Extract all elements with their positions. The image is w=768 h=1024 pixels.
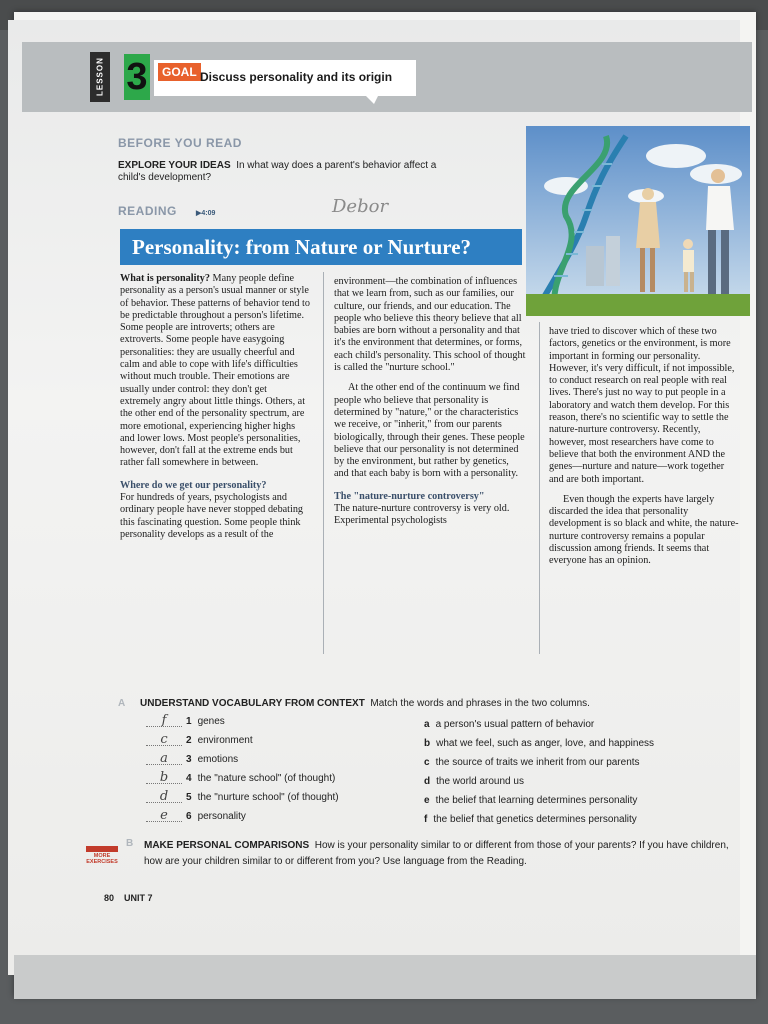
item-number: 3 bbox=[186, 754, 192, 765]
item-number: 5 bbox=[186, 792, 192, 803]
vocab-term: the "nurture school" (of thought) bbox=[197, 792, 339, 803]
column-divider bbox=[539, 322, 540, 654]
definition-item bbox=[424, 738, 654, 749]
vocab-item bbox=[146, 789, 339, 804]
explore-label: EXPLORE YOUR IDEAS bbox=[118, 160, 231, 171]
answer-blank[interactable]: a bbox=[146, 754, 182, 765]
article-title: Personality: from Nature or Nurture? bbox=[120, 229, 522, 265]
audio-track-label[interactable]: ▶4:09 bbox=[196, 210, 216, 217]
unit-label: UNIT 7 bbox=[124, 893, 153, 903]
paragraph-6: have tried to discover which of these two factors, genetics or the environment, is more important in forming our personality. However, it's very difficult, if not impossible, to conduct research on real people with real lives. There's just no way to put people in a laboratory and watch them develop. For this reason, there's no scientific way to settle the nature-nurture controversy. Recently, however, most researchers have come to believe that both the environment AND the genes—nurture and nature—work together and are both important. bbox=[549, 326, 735, 485]
speech-bubble-tail bbox=[366, 96, 378, 104]
vocab-item bbox=[146, 770, 336, 785]
item-number: 1 bbox=[186, 716, 192, 727]
subheading-nature-nurture: The "nature-nurture controversy" bbox=[334, 490, 485, 502]
more-exercises-icon bbox=[86, 846, 118, 852]
exercise-b-label: MAKE PERSONAL COMPARISONS bbox=[144, 840, 310, 851]
definition-item bbox=[424, 814, 637, 825]
definition-text: the belief that learning determines personality bbox=[435, 795, 638, 806]
exercise-a-header bbox=[118, 698, 718, 709]
before-you-read-heading: BEFORE YOU READ bbox=[118, 136, 242, 150]
family-dna-photo bbox=[526, 126, 750, 316]
lesson-number: 3 bbox=[124, 54, 150, 100]
definition-item bbox=[424, 776, 524, 787]
item-number: 6 bbox=[186, 811, 192, 822]
definition-item bbox=[424, 719, 594, 730]
exercise-b-letter: B bbox=[126, 838, 134, 849]
explore-question: In what way does a parent's behavior affect a child's development? bbox=[118, 160, 437, 183]
article-column-2 bbox=[334, 276, 526, 528]
lesson-tab: LESSON bbox=[90, 52, 110, 102]
answer-blank[interactable]: c bbox=[146, 735, 182, 746]
item-number: 2 bbox=[186, 735, 192, 746]
answer-blank[interactable]: f bbox=[146, 716, 182, 727]
article-column-1 bbox=[120, 273, 310, 541]
page-footer bbox=[104, 893, 153, 903]
paragraph-2: For hundreds of years, psychologists and ordinary people have never stopped debating this fascinating question. Some people think personality develops as a result of the bbox=[120, 492, 304, 540]
vocab-item bbox=[146, 732, 253, 747]
handwritten-note: Debor bbox=[332, 196, 389, 217]
paragraph-5: The nature-nurture controversy is very old. Experimental psychologists bbox=[334, 503, 510, 527]
definition-letter: a bbox=[424, 719, 430, 730]
vocab-term: the "nature school" (of thought) bbox=[197, 773, 336, 784]
more-exercises-label: MORE EXERCISES bbox=[86, 853, 118, 865]
answer-blank[interactable]: d bbox=[146, 792, 182, 803]
paragraph-3: environment—the combination of influences that we learn from, such as our families, our culture, our friends, and our education. The people who believe this theory believe that all babies are born without a personality and that it's the environment that determines, or forms, each child's personality. This school of thought is called the "nurture school." bbox=[334, 276, 526, 374]
vocab-item bbox=[146, 713, 225, 728]
subheading-where-personality: Where do we get our personality? bbox=[120, 479, 267, 491]
vocab-item bbox=[146, 751, 239, 766]
article-column-3 bbox=[549, 326, 739, 568]
definition-text: the world around us bbox=[436, 776, 524, 787]
exercise-a-letter: A bbox=[118, 698, 126, 709]
vocab-term: environment bbox=[197, 735, 253, 746]
paragraph-4: At the other end of the continuum we find people who believe that personality is determined by "nature," or the characteristics we receive, or "inherit," from our parents biologically, through their genes. These people believe that our personality is not determined by the environment, but rather by genetics, and that each baby is born with a personality. bbox=[334, 382, 525, 480]
column-divider bbox=[323, 272, 324, 654]
definition-letter: d bbox=[424, 776, 431, 787]
answer-blank[interactable]: b bbox=[146, 773, 182, 784]
definition-text: the source of traits we inherit from our parents bbox=[435, 757, 640, 768]
para-lead-what-is-personality: What is personality? bbox=[120, 273, 210, 284]
definition-letter: e bbox=[424, 795, 430, 806]
exercise-a-instruction: Match the words and phrases in the two columns. bbox=[370, 698, 590, 709]
vocab-term: emotions bbox=[197, 754, 239, 765]
vocab-term: personality bbox=[197, 811, 246, 822]
definition-text: what we feel, such as anger, love, and happiness bbox=[436, 738, 655, 749]
definition-letter: b bbox=[424, 738, 431, 749]
exercise-b-text: How is your personality similar to or different from those of your parents? If you have children, how are your children similar to or different from you? Use language from the Reading. bbox=[144, 840, 729, 867]
paragraph-7: Even though the experts have largely discarded the idea that personality development is so black and white, the nature-nurture controversy remains a popular discussion among friends. It seems that everyone has an opinion. bbox=[549, 493, 739, 567]
page-bottom-edge bbox=[14, 955, 756, 999]
answer-blank[interactable]: e bbox=[146, 811, 182, 822]
paragraph-1: Many people define personality as a person's usual manner or style of behavior. These patterns of behavior tend to be predictable throughout a person's lifetime. Some people are introverts; others are extroverts. Some people have easygoing personalities: they are usually cheerful and calm and able to cope with life's difficulties without much trouble. Their emotions are usually under control: they don't get extremely angry about little things. Others, at the other end of the personality spectrum, are more emotional, experiencing higher highs and lower lows. Most people's personalities, however, don't fall at the extreme ends but rather fall somewhere in between. bbox=[120, 273, 310, 469]
exercise-b bbox=[144, 838, 734, 870]
vocab-item bbox=[146, 808, 246, 823]
goal-text: Discuss personality and its origin bbox=[200, 70, 393, 84]
exercise-a-label: UNDERSTAND VOCABULARY FROM CONTEXT bbox=[140, 698, 365, 709]
vocab-term: genes bbox=[197, 716, 225, 727]
family-dna-illustration bbox=[526, 126, 750, 316]
definition-text: a person's usual pattern of behavior bbox=[435, 719, 595, 730]
definition-text: the belief that genetics determines personality bbox=[433, 814, 637, 825]
definition-item bbox=[424, 795, 637, 806]
more-exercises-badge[interactable] bbox=[80, 846, 124, 865]
reading-heading: READING bbox=[118, 204, 177, 218]
page-number: 80 bbox=[104, 893, 115, 903]
goal-tag: GOAL bbox=[158, 63, 201, 81]
definition-letter: c bbox=[424, 757, 430, 768]
definition-item bbox=[424, 757, 640, 768]
definition-letter: f bbox=[424, 814, 428, 825]
item-number: 4 bbox=[186, 773, 192, 784]
explore-ideas bbox=[118, 160, 458, 184]
